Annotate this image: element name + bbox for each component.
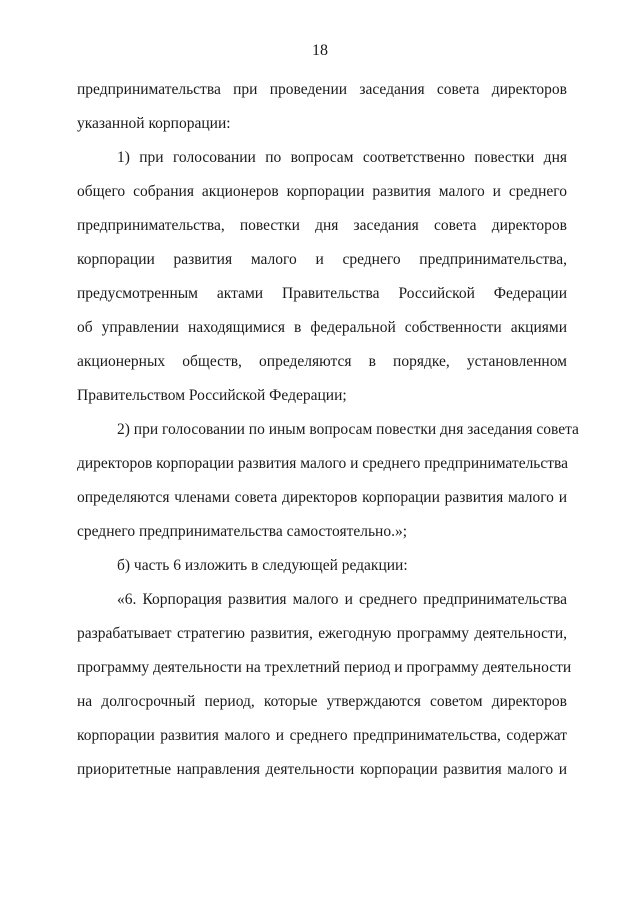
text-line: среднего предпринимательства самостоятельно.»; — [77, 523, 408, 540]
text-line: на долгосрочный период, которые утверждаются советом директоров — [77, 693, 567, 710]
text-line: предпринимательства при проведении заседания совета директоров — [77, 81, 567, 98]
text-line: предусмотренным актами Правительства Российской Федерации — [77, 285, 567, 302]
body-text — [77, 73, 579, 787]
paragraph-start-line: 1) при голосовании по вопросам соответственно повестки дня — [117, 149, 567, 166]
paragraph-start-line: 2) при голосовании по иным вопросам повестки дня заседания совета — [117, 421, 579, 438]
text-line: корпорации развития малого и среднего предпринимательства, — [77, 251, 567, 268]
text-line: корпорации развития малого и среднего предпринимательства, содержат — [77, 727, 567, 744]
paragraph-start-line: б) часть 6 изложить в следующей редакции: — [117, 557, 408, 574]
page-number: 18 — [312, 42, 328, 59]
text-line: акционерных обществ, определяются в порядке, установленном — [77, 353, 567, 370]
text-line: указанной корпорации: — [77, 115, 231, 132]
text-line: программу деятельности на трехлетний период и программу деятельности — [77, 659, 572, 676]
text-line: приоритетные направления деятельности корпорации развития малого и — [77, 761, 567, 778]
text-line: директоров корпорации развития малого и среднего предпринимательства — [77, 455, 569, 472]
text-line: разрабатывает стратегию развития, ежегодную программу деятельности, — [77, 625, 567, 642]
text-line: об управлении находящимися в федеральной собственности акциями — [77, 319, 567, 336]
text-line: Правительством Российской Федерации; — [77, 387, 347, 404]
text-line: общего собрания акционеров корпорации развития малого и среднего — [77, 183, 567, 200]
paragraph-start-line: «6. Корпорация развития малого и среднего предпринимательства — [117, 591, 567, 608]
text-line: определяются членами совета директоров корпорации развития малого и — [77, 489, 567, 506]
text-line: предпринимательства, повестки дня заседания совета директоров — [77, 217, 567, 234]
